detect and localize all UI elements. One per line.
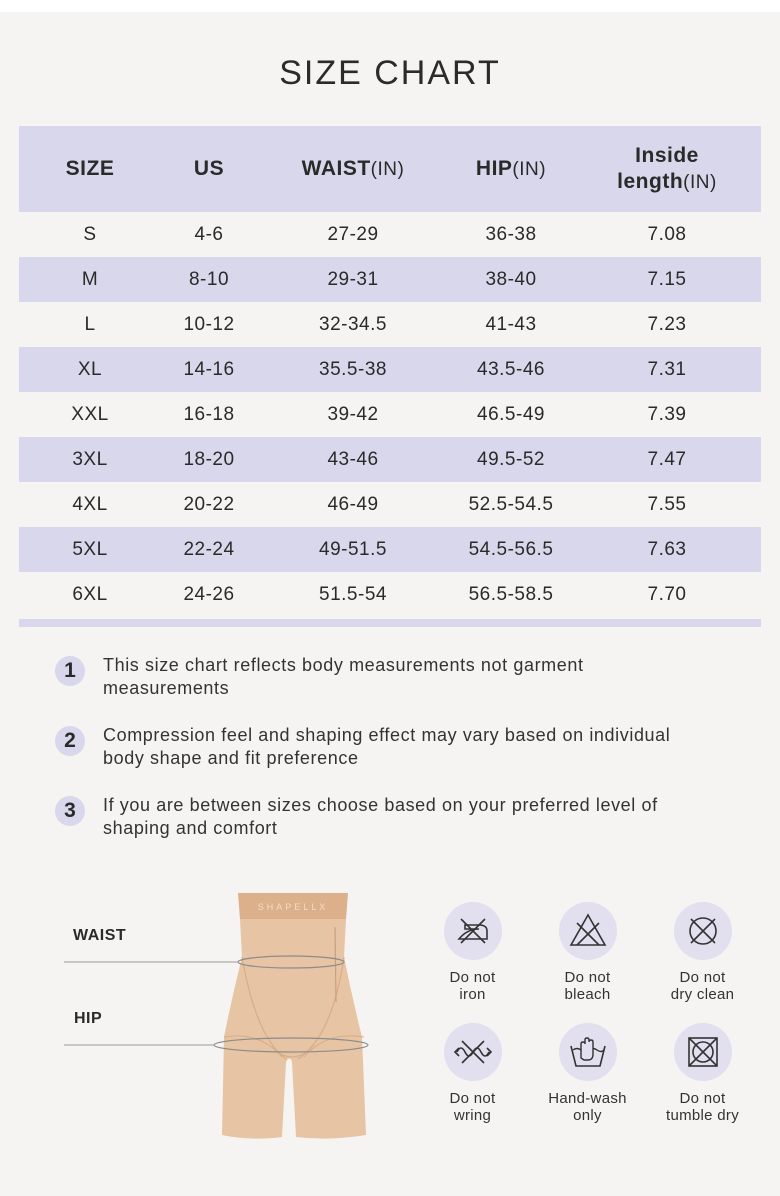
cell-inside-length: 7.39: [647, 403, 687, 425]
shapewear-shorts-illustration: [0, 887, 400, 1147]
cell-waist: 39-42: [327, 403, 379, 425]
table-row: [19, 392, 761, 437]
note-item: [55, 654, 745, 700]
cell-waist: 32-34.5: [319, 313, 387, 335]
wring-glyph: [453, 1032, 493, 1072]
cell-waist: 29-31: [327, 268, 379, 290]
table-row: [19, 347, 761, 392]
header-waist: [257, 156, 449, 183]
care-item-do-not-tumble-dry: [645, 1023, 760, 1124]
cell-size: XXL: [71, 403, 109, 425]
table-row: [19, 437, 761, 482]
table-body: [19, 212, 761, 617]
waist-label: WAIST: [73, 927, 127, 944]
table-row: [19, 302, 761, 347]
shorts-body: [222, 919, 366, 1139]
table-row: [19, 212, 761, 257]
cell-inside-length: 7.15: [647, 268, 687, 290]
cell-us: 16-18: [183, 403, 235, 425]
cell-us: 4-6: [194, 223, 224, 245]
care-instructions: [415, 902, 745, 1124]
table-row: [19, 257, 761, 302]
note-number-badge: 2: [55, 726, 85, 756]
bleach-glyph: [568, 911, 608, 951]
care-label-line: Hand-wash: [548, 1090, 627, 1107]
cell-waist: 51.5-54: [319, 583, 387, 605]
note-text: [103, 654, 584, 700]
care-label-line: only: [573, 1107, 602, 1124]
waistband-logo: SHAPELLX: [257, 902, 329, 912]
care-label: [418, 969, 528, 1003]
cell-inside-length: 7.23: [647, 313, 687, 335]
cell-inside-length: 7.63: [647, 538, 687, 560]
cell-size: S: [83, 223, 97, 245]
note-text: [103, 724, 670, 770]
care-label-line: Do not: [449, 969, 496, 986]
cell-inside-length: 7.31: [647, 358, 687, 380]
table-row: [19, 527, 761, 572]
header-us-label: US: [193, 157, 225, 180]
hand-wash-icon: [559, 1023, 617, 1081]
cell-waist: 49-51.5: [319, 538, 387, 560]
care-label-line: Do not: [449, 1090, 496, 1107]
care-label: [418, 1090, 528, 1124]
cell-hip: 49.5-52: [477, 448, 545, 470]
cell-size: 4XL: [72, 493, 108, 515]
cell-size: L: [84, 313, 96, 335]
cell-size: M: [81, 268, 99, 290]
cell-size: 6XL: [72, 583, 108, 605]
hip-label: HIP: [74, 1010, 103, 1027]
note-item: [55, 724, 745, 770]
cell-us: 20-22: [183, 493, 235, 515]
cell-hip: 41-43: [485, 313, 537, 335]
care-label-line: Do not: [679, 969, 726, 986]
care-item-do-not-wring: [415, 1023, 530, 1124]
care-label-line: wring: [453, 1107, 492, 1124]
do-not-bleach-icon: [559, 902, 617, 960]
tumble-dry-glyph: [683, 1032, 723, 1072]
size-chart-page: [0, 12, 780, 1196]
care-label-line: bleach: [564, 986, 611, 1003]
cell-us: 10-12: [183, 313, 235, 335]
hand-wash-glyph: [568, 1032, 608, 1072]
note-line: Compression feel and shaping effect may vary based on individual: [103, 725, 671, 745]
care-label: [648, 1090, 758, 1124]
header-inside-label: Inside: [635, 143, 699, 167]
cell-inside-length: 7.47: [647, 448, 687, 470]
do-not-wring-icon: [444, 1023, 502, 1081]
dry-clean-glyph: [683, 911, 723, 951]
cell-waist: 35.5-38: [319, 358, 387, 380]
care-item-do-not-bleach: [530, 902, 645, 1003]
care-label: [533, 969, 643, 1003]
cell-size: 3XL: [72, 448, 108, 470]
note-number-badge: 1: [55, 656, 85, 686]
cell-waist: 27-29: [327, 223, 379, 245]
cell-us: 8-10: [188, 268, 230, 290]
note-line: If you are between sizes choose based on your preferred level of: [103, 795, 658, 815]
care-label-line: iron: [459, 986, 486, 1003]
cell-size: 5XL: [72, 538, 108, 560]
cell-us: 22-24: [183, 538, 235, 560]
note-line: This size chart reflects body measurements not garment: [103, 655, 584, 675]
page-title: SIZE CHART: [279, 54, 501, 92]
cell-inside-length: 7.55: [647, 493, 687, 515]
iron-glyph: [453, 911, 493, 951]
note-line: measurements: [103, 678, 230, 698]
table-header: [19, 126, 761, 212]
table-row: [19, 572, 761, 617]
note-number-badge: 3: [55, 796, 85, 826]
cell-inside-length: 7.70: [647, 583, 687, 605]
care-label: [648, 969, 758, 1003]
care-label-line: Do not: [564, 969, 611, 986]
note-text: [103, 794, 658, 840]
care-label-line: Do not: [679, 1090, 726, 1107]
note-line: body shape and fit preference: [103, 748, 359, 768]
cell-waist: 46-49: [327, 493, 379, 515]
table-row: [19, 482, 761, 527]
care-label-line: dry clean: [670, 986, 735, 1003]
cell-hip: 46.5-49: [477, 403, 545, 425]
table-footer-band: [19, 619, 761, 627]
cell-us: 24-26: [183, 583, 235, 605]
care-item-do-not-dry-clean: [645, 902, 760, 1003]
care-item-do-not-iron: [415, 902, 530, 1003]
cell-hip: 43.5-46: [477, 358, 545, 380]
size-table: [19, 126, 761, 627]
header-hip: [449, 156, 573, 183]
header-length-label: length: [617, 169, 684, 193]
cell-size: XL: [77, 358, 103, 380]
header-hip-label: HIP: [475, 156, 513, 180]
care-label-line: tumble dry: [665, 1107, 740, 1124]
header-waist-label: WAIST: [301, 156, 371, 180]
header-length-unit: (IN): [683, 171, 717, 193]
note-item: [55, 794, 745, 840]
cell-inside-length: 7.08: [647, 223, 687, 245]
header-hip-unit: (IN): [512, 158, 547, 180]
cell-hip: 54.5-56.5: [468, 538, 554, 560]
cell-hip: 38-40: [485, 268, 537, 290]
header-size-label: SIZE: [65, 157, 115, 180]
header-us: [161, 156, 257, 182]
note-line: shaping and comfort: [103, 818, 278, 838]
cell-us: 18-20: [183, 448, 235, 470]
cell-hip: 36-38: [485, 223, 537, 245]
do-not-dry-clean-icon: [674, 902, 732, 960]
cell-hip: 52.5-54.5: [468, 493, 554, 515]
care-item-hand-wash: [530, 1023, 645, 1124]
cell-hip: 56.5-58.5: [468, 583, 554, 605]
do-not-iron-icon: [444, 902, 502, 960]
measurement-figure: [0, 887, 400, 1147]
header-waist-unit: (IN): [370, 158, 405, 180]
cell-waist: 43-46: [327, 448, 379, 470]
notes-list: [55, 654, 745, 864]
header-inside-length: [573, 143, 761, 196]
do-not-tumble-dry-icon: [674, 1023, 732, 1081]
cell-us: 14-16: [183, 358, 235, 380]
care-label: [533, 1090, 643, 1124]
header-size: [19, 156, 161, 182]
